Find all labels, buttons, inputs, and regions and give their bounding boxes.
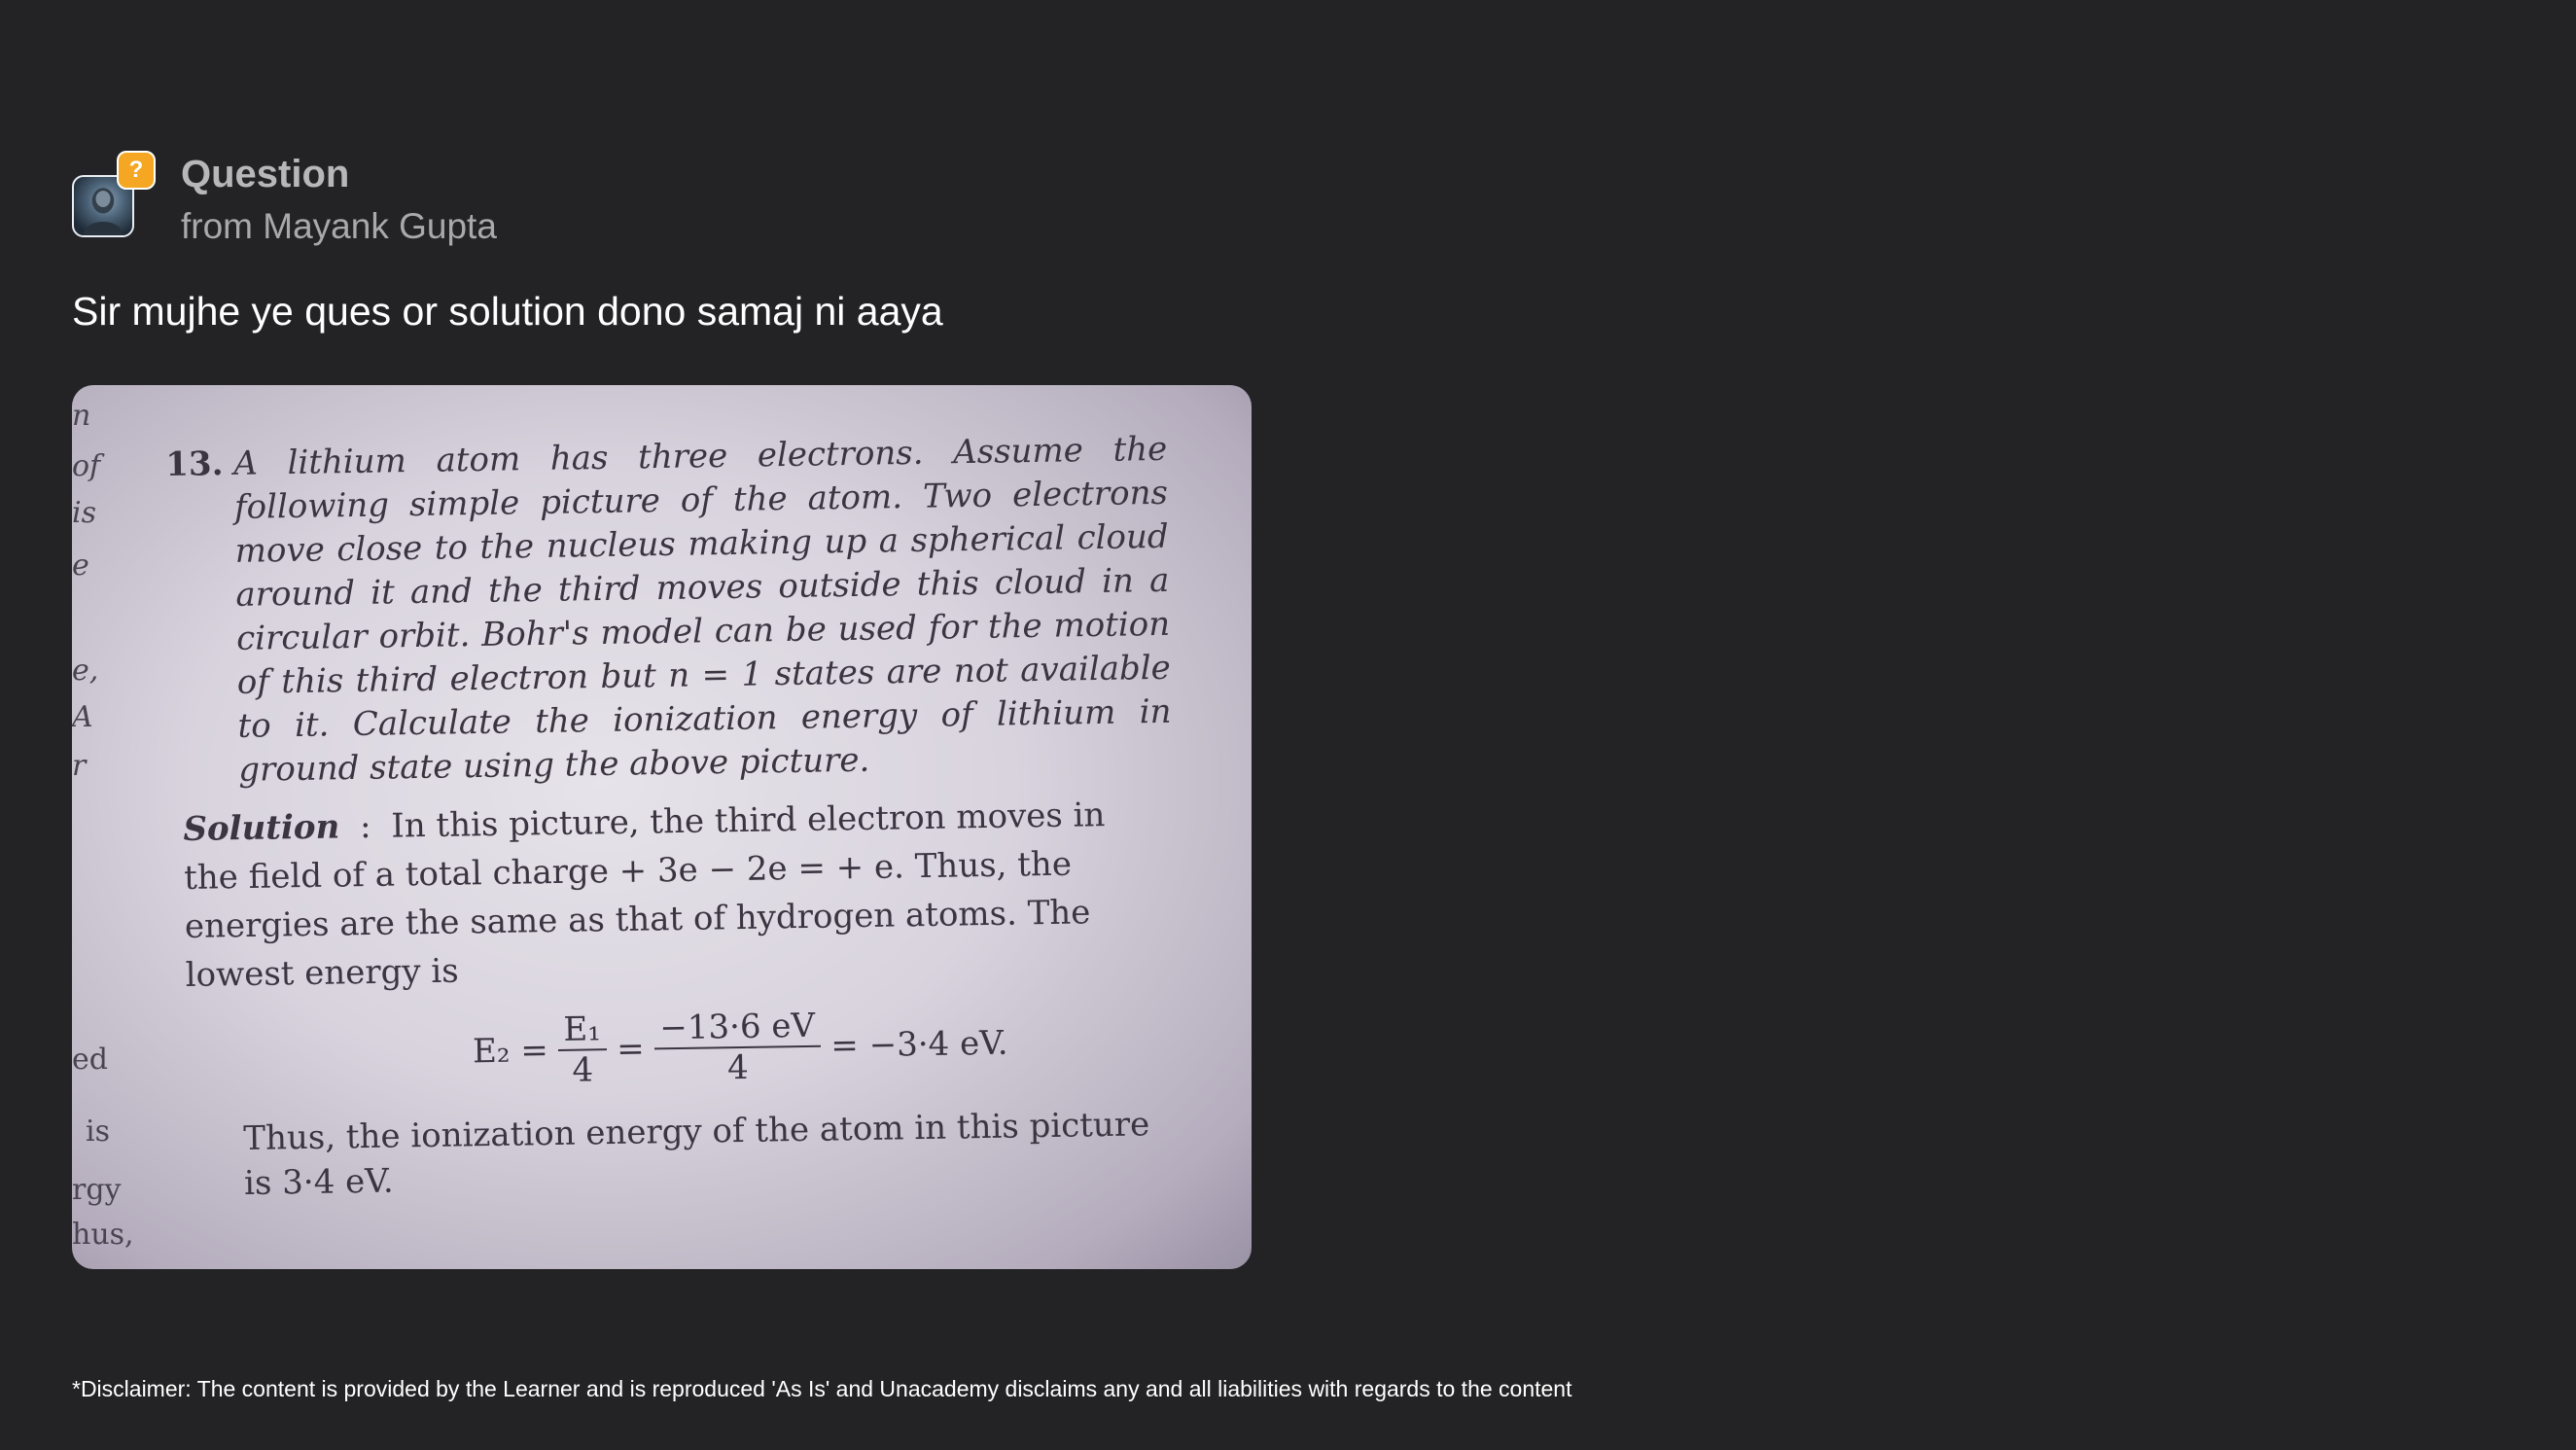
solution-text: In this picture, the third electron moves in the field of a total charge + 3e − 2e = + e. Thus, the energies are the same as that of hydrogen atoms. The lowest energy is — [183, 796, 1106, 995]
fraction-denominator: 4 — [572, 1050, 594, 1090]
fraction-denominator: 4 — [726, 1047, 750, 1088]
avatar-wrapper — [72, 157, 144, 241]
energy-equation — [472, 1004, 1008, 1092]
equation-equals: = — [616, 1029, 646, 1069]
fraction-energy-over-4 — [653, 1007, 822, 1089]
margin-fragment: e, — [72, 654, 99, 688]
equation-lhs: E₂ = — [472, 1031, 549, 1072]
equation-rhs: = −3·4 eV. — [830, 1023, 1008, 1066]
textbook-page — [72, 385, 1252, 1269]
fraction-e1-over-4 — [557, 1009, 608, 1090]
problem-block — [165, 428, 1173, 794]
conclusion-text: Thus, the ionization energy of the atom in this picture is 3·4 eV. — [243, 1105, 1150, 1203]
question-text: Sir mujhe ye ques or solution dono samaj ni aaya — [72, 289, 943, 334]
margin-fragment: is — [72, 496, 96, 530]
page-title: Question — [181, 153, 350, 195]
margin-fragment: of — [72, 449, 101, 483]
margin-fragment: rgy — [72, 1173, 122, 1207]
margin-fragment: r — [72, 749, 87, 783]
margin-fragment: A — [72, 700, 93, 734]
solution-label: Solution — [183, 807, 340, 849]
margin-fragment: is — [86, 1114, 110, 1149]
question-attachment-image[interactable] — [72, 385, 1252, 1269]
solution-block — [183, 790, 1172, 1000]
problem-text: A lithium atom has three electrons. Assume the following simple picture of the atom. Two electrons move close to the nucleus making up a spherical cloud around it and the third moves outside this cloud in a circular orbit. Bohr's model can be used for the motion of this third electron but n = 1 states are not available to it. Calculate the ionization energy of lithium in ground state using the above picture. — [233, 429, 1172, 790]
problem-number: 13. — [165, 444, 224, 484]
question-badge-icon: ? — [117, 151, 156, 190]
margin-fragment: hus, — [72, 1218, 134, 1252]
solution-separator: : — [359, 806, 371, 847]
fraction-numerator: −13·6 eV — [653, 1007, 821, 1050]
header-titles — [181, 151, 497, 250]
disclaimer: *Disclaimer: The content is provided by the Learner and is reproduced 'As Is' and Unacademy disclaims any and all liabilities with regards to the content — [72, 1376, 1572, 1401]
fraction-numerator: E₁ — [557, 1009, 607, 1051]
margin-fragment: ed — [72, 1043, 108, 1077]
margin-fragment: e — [72, 548, 89, 583]
margin-fragment: n — [72, 399, 91, 433]
question-header — [72, 151, 497, 250]
author-line: from Mayank Gupta — [181, 206, 497, 246]
